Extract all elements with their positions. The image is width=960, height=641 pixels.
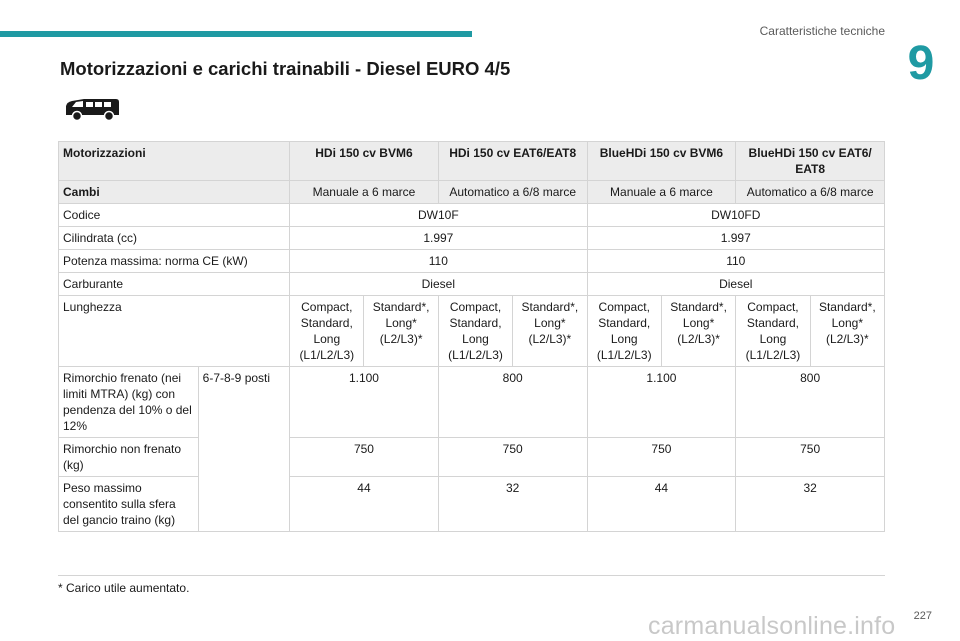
table-cell: Standard*, Long* (L2/L3)*	[513, 296, 587, 367]
table-cell: Manuale a 6 marce	[290, 181, 439, 204]
table-cell: Standard*, Long* (L2/L3)*	[661, 296, 735, 367]
table-cell: Automatico a 6/8 marce	[736, 181, 885, 204]
table-cell: 44	[587, 477, 736, 532]
table-cell: 800	[438, 367, 587, 438]
table-cell: 750	[587, 438, 736, 477]
table-row	[59, 273, 885, 296]
header-cell: HDi 150 cv BVM6	[290, 142, 439, 181]
table-cell: Manuale a 6 marce	[587, 181, 736, 204]
header-cell: BlueHDi 150 cv BVM6	[587, 142, 736, 181]
table-cell: Compact, Standard, Long (L1/L2/L3)	[438, 296, 512, 367]
table-cell: DW10F	[290, 204, 587, 227]
header-cell: HDi 150 cv EAT6/EAT8	[438, 142, 587, 181]
seats-cell: 6-7-8-9 posti	[198, 367, 289, 532]
table-row	[59, 204, 885, 227]
table-row	[59, 477, 885, 532]
table-cell: 1.997	[290, 227, 587, 250]
table-cell: 110	[290, 250, 587, 273]
table-cell: 1.100	[587, 367, 736, 438]
table-cell: 32	[438, 477, 587, 532]
table-cell: 1.997	[587, 227, 884, 250]
section-name: Caratteristiche tecniche	[759, 24, 885, 38]
row-label: Cambi	[59, 181, 290, 204]
table-row	[59, 367, 885, 438]
van-icon	[62, 96, 122, 122]
header-cell: BlueHDi 150 cv EAT6/ EAT8	[736, 142, 885, 181]
footnote-divider	[58, 575, 885, 576]
chapter-number: 9	[907, 37, 935, 90]
table-row	[59, 296, 885, 367]
page-number: 227	[913, 610, 932, 622]
table-header-row	[59, 142, 885, 181]
table-cell: Standard*, Long* (L2/L3)*	[364, 296, 438, 367]
table-cell: Compact, Standard, Long (L1/L2/L3)	[587, 296, 661, 367]
table-cell: 32	[736, 477, 885, 532]
table-cell: Diesel	[587, 273, 884, 296]
header-accent-bar	[0, 31, 472, 37]
table-cell: 110	[587, 250, 884, 273]
row-label: Codice	[59, 204, 290, 227]
table-cell: 750	[438, 438, 587, 477]
table-row	[59, 438, 885, 477]
table-cell: Standard*, Long* (L2/L3)*	[810, 296, 884, 367]
table-cell: 1.100	[290, 367, 439, 438]
table-cell: Compact, Standard, Long (L1/L2/L3)	[736, 296, 810, 367]
table-cell: Compact, Standard, Long (L1/L2/L3)	[290, 296, 364, 367]
row-label: Rimorchio non frenato (kg)	[59, 438, 199, 477]
table-row	[59, 227, 885, 250]
table-cell: Automatico a 6/8 marce	[438, 181, 587, 204]
table-cell: 44	[290, 477, 439, 532]
row-label: Lunghezza	[59, 296, 290, 367]
row-label: Carburante	[59, 273, 290, 296]
table-row	[59, 181, 885, 204]
table-cell: 750	[736, 438, 885, 477]
row-label: Rimorchio frenato (nei limiti MTRA) (kg) con pendenza del 10% o del 12%	[59, 367, 199, 438]
table-cell: 750	[290, 438, 439, 477]
table-cell: 800	[736, 367, 885, 438]
watermark: carmanualsonline.info	[648, 612, 896, 640]
engine-spec-table	[58, 141, 885, 532]
row-label: Potenza massima: norma CE (kW)	[59, 250, 290, 273]
table-row	[59, 250, 885, 273]
table-cell: Diesel	[290, 273, 587, 296]
row-label: Peso massimo consentito sulla sfera del gancio traino (kg)	[59, 477, 199, 532]
page-title: Motorizzazioni e carichi trainabili - Diesel EURO 4/5	[60, 58, 511, 79]
table-cell: DW10FD	[587, 204, 884, 227]
footnote: * Carico utile aumentato.	[58, 581, 190, 595]
row-label: Cilindrata (cc)	[59, 227, 290, 250]
header-cell: Motorizzazioni	[59, 142, 290, 181]
